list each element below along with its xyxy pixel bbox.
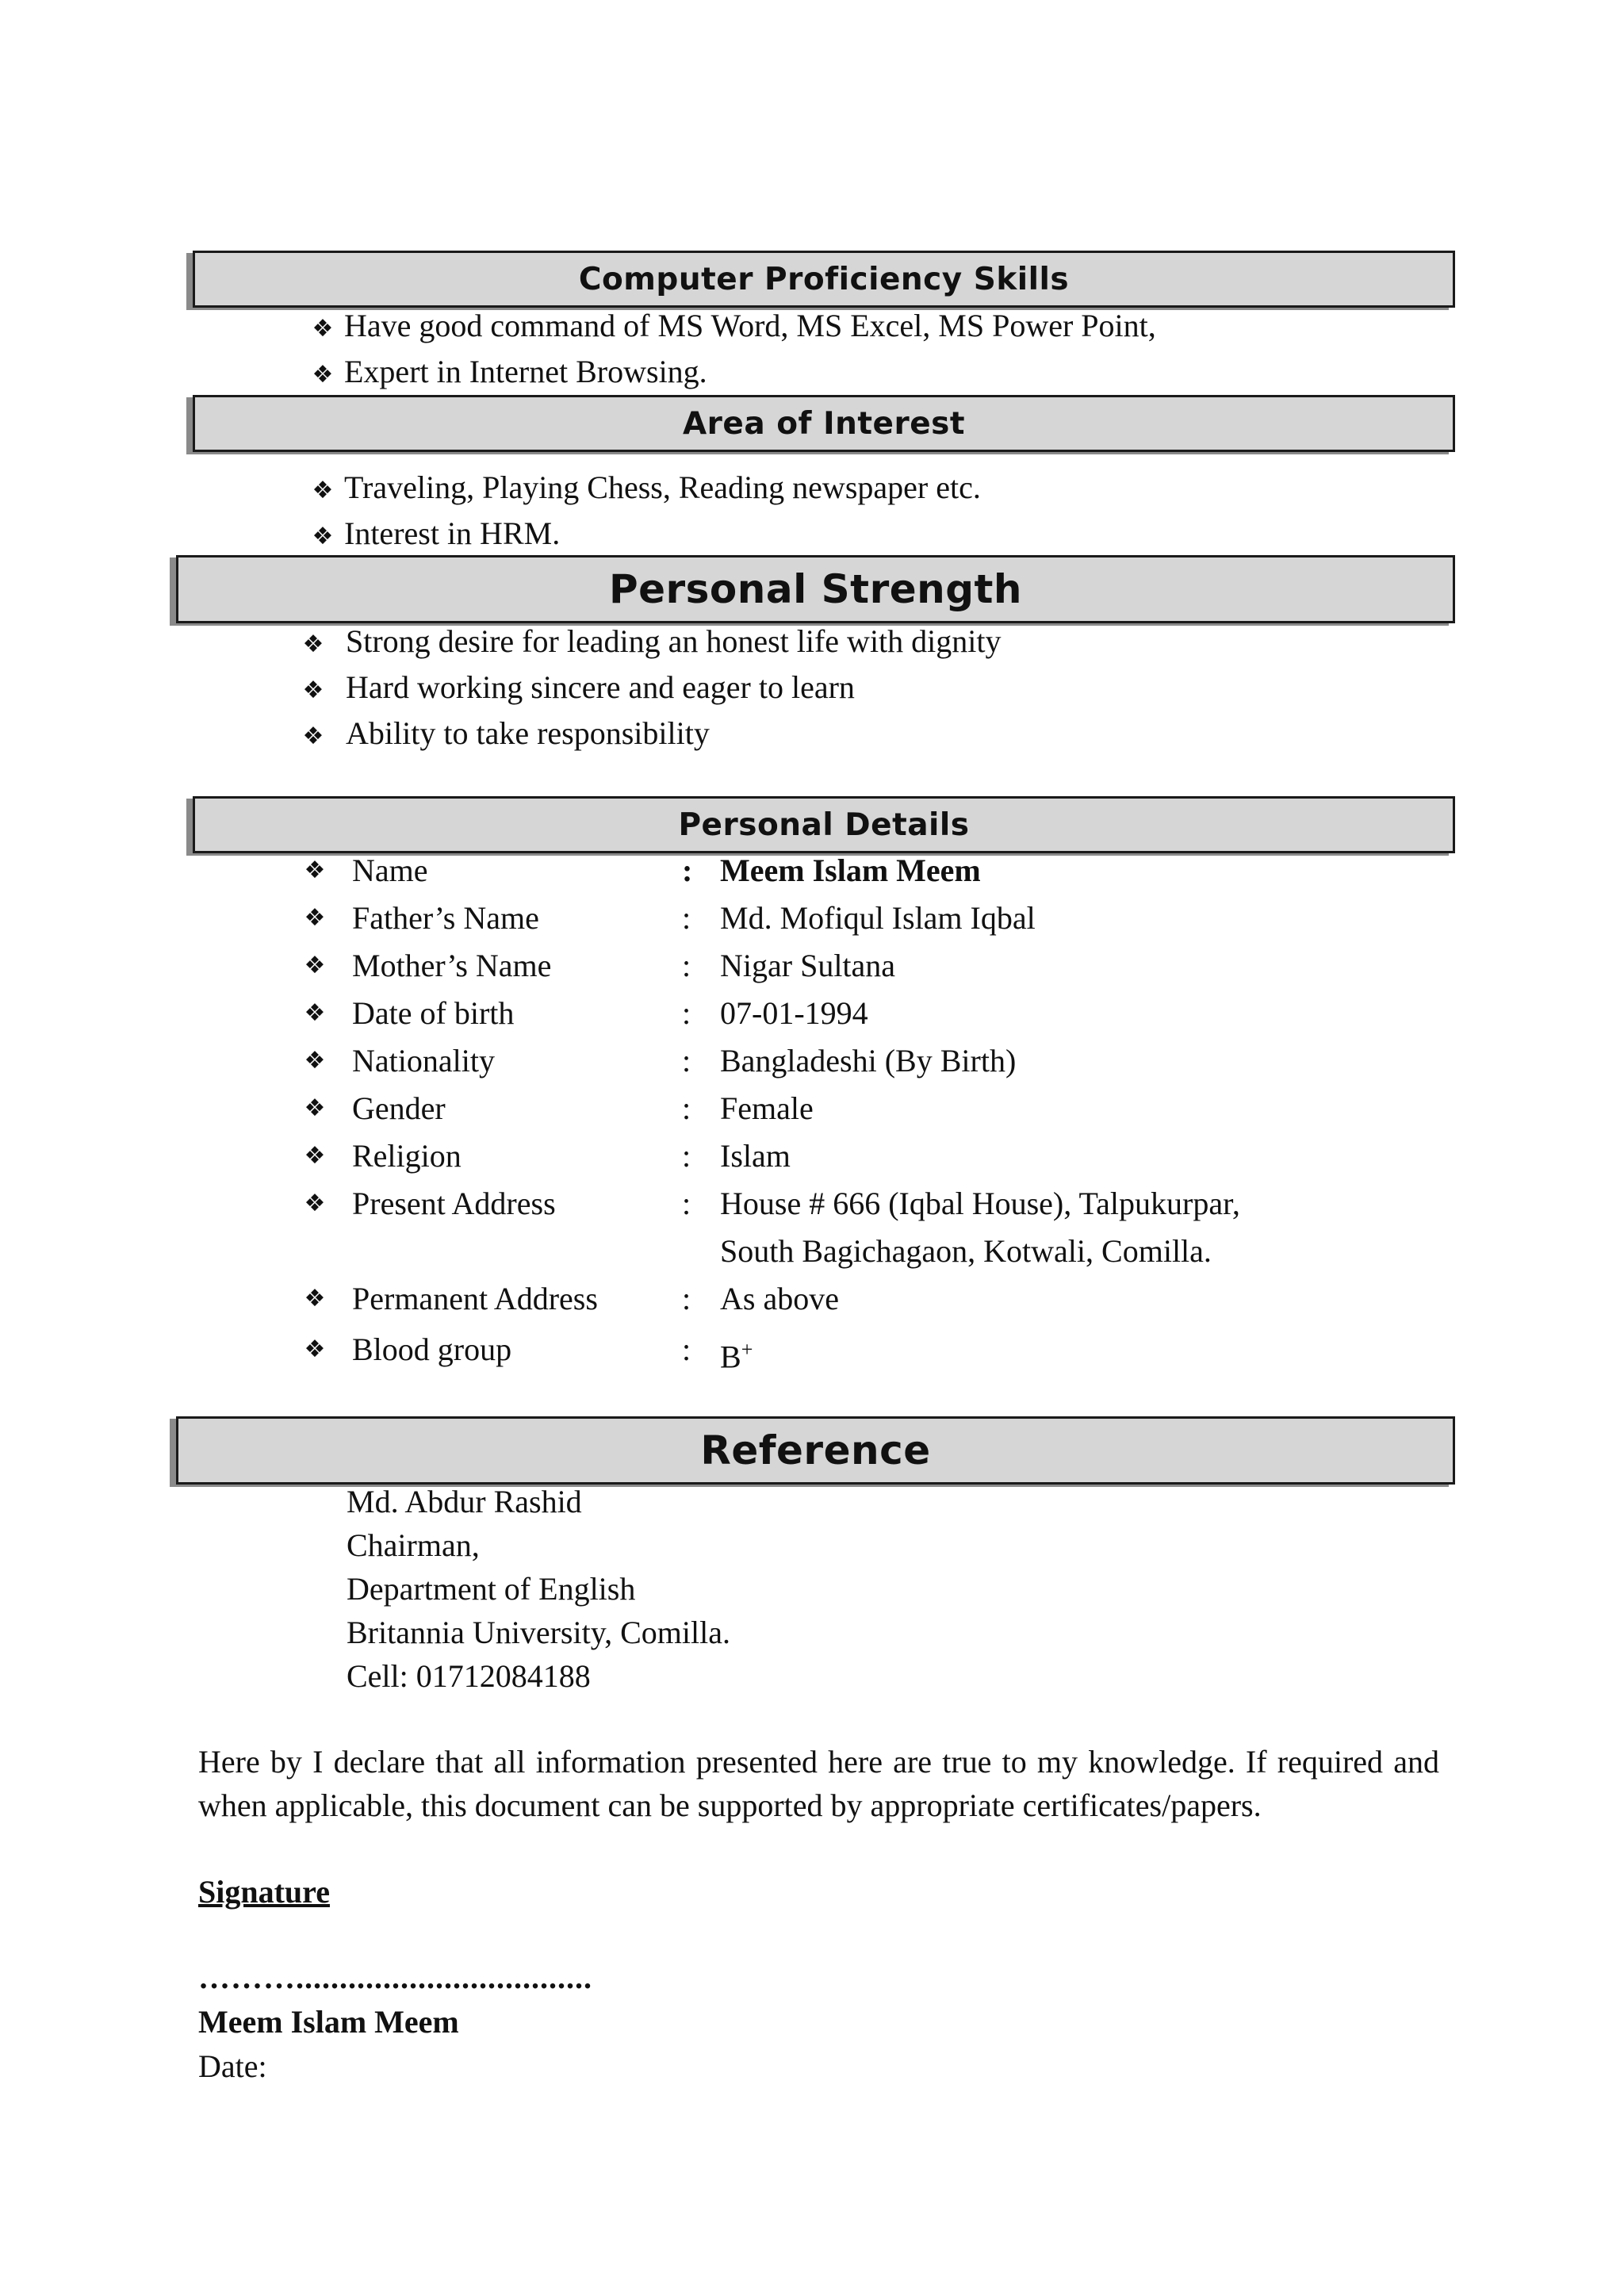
declaration-text: Here by I declare that all information presented here are true to my knowledge. If required and when applicable, this document can be supported by appropriate certificates/papers. xyxy=(198,1744,1439,1823)
list-item: ❖ Ability to take responsibility xyxy=(301,712,1002,758)
detail-value: Nigar Sultana xyxy=(720,948,896,983)
diamond-bullet-icon: ❖ xyxy=(304,1285,326,1312)
signature-label: Signature xyxy=(198,1874,330,1910)
diamond-bullet-icon: ❖ xyxy=(312,523,334,550)
list-item: ❖ Hard working sincere and eager to learn xyxy=(301,666,1002,712)
detail-value: Md. Mofiqul Islam Iqbal xyxy=(720,900,1036,936)
personal-details-heading-text: Personal Details xyxy=(678,807,970,843)
detail-value: Female xyxy=(720,1090,814,1126)
diamond-bullet-icon: ❖ xyxy=(302,630,324,658)
personal-details-heading xyxy=(193,796,1455,853)
list-item: ❖ Have good command of MS Word, MS Excel, MS Power Point, xyxy=(311,305,1156,351)
diamond-bullet-icon: ❖ xyxy=(304,1047,326,1075)
computer-skills-heading xyxy=(193,251,1455,308)
interest-heading xyxy=(193,395,1455,452)
detail-value: Meem Islam Meem xyxy=(720,852,981,888)
detail-label: Gender xyxy=(352,1090,446,1126)
interest-list xyxy=(311,466,981,558)
reference-name: Md. Abdur Rashid xyxy=(347,1484,582,1519)
diamond-bullet-icon: ❖ xyxy=(304,1190,326,1217)
diamond-bullet-icon: ❖ xyxy=(304,1142,326,1170)
date-label: Date: xyxy=(198,2048,267,2084)
interest-heading-text: Area of Interest xyxy=(682,405,965,442)
list-item: ❖ Interest in HRM. xyxy=(311,512,981,558)
computer-skills-list xyxy=(311,305,1156,397)
address-line-1: House # 666 (Iqbal House), Talpukurpar, xyxy=(720,1186,1240,1221)
computer-skills-heading-text: Computer Proficiency Skills xyxy=(578,261,1070,297)
detail-colon: : xyxy=(682,1331,691,1367)
diamond-bullet-icon: ❖ xyxy=(304,1094,326,1122)
list-item: ❖ Strong desire for leading an honest life with dignity xyxy=(301,620,1002,666)
detail-value: Bangladeshi (By Birth) xyxy=(720,1043,1017,1079)
reference-block xyxy=(347,1480,730,1698)
diamond-bullet-icon: ❖ xyxy=(302,722,324,750)
detail-colon: : xyxy=(682,852,693,888)
detail-label: Permanent Address xyxy=(352,1281,598,1316)
detail-colon: : xyxy=(682,1043,691,1079)
detail-label: Religion xyxy=(352,1138,462,1174)
reference-institution: Britannia University, Comilla. xyxy=(347,1615,731,1650)
detail-colon: : xyxy=(682,1186,691,1221)
reference-phone: Cell: 01712084188 xyxy=(347,1658,591,1694)
diamond-bullet-icon: ❖ xyxy=(312,361,334,389)
detail-value xyxy=(720,1326,753,1381)
reference-heading xyxy=(176,1416,1455,1485)
diamond-bullet-icon: ❖ xyxy=(304,999,326,1027)
diamond-bullet-icon: ❖ xyxy=(302,676,324,704)
reference-department: Department of English xyxy=(347,1571,636,1607)
detail-label: Mother’s Name xyxy=(352,948,552,983)
blood-group-sign: + xyxy=(741,1338,753,1361)
blood-group-letter: B xyxy=(720,1339,741,1375)
detail-colon: : xyxy=(682,995,691,1031)
diamond-bullet-icon: ❖ xyxy=(304,856,326,884)
signer-name: Meem Islam Meem xyxy=(198,2004,459,2040)
detail-colon: : xyxy=(682,1138,691,1174)
address-line-2: South Bagichagaon, Kotwali, Comilla. xyxy=(720,1233,1212,1269)
strength-list xyxy=(301,620,1002,758)
detail-label: Present Address xyxy=(352,1186,556,1221)
detail-value: Islam xyxy=(720,1138,791,1174)
detail-colon: : xyxy=(682,1281,691,1316)
detail-label: Nationality xyxy=(352,1043,495,1079)
detail-value: As above xyxy=(720,1281,839,1316)
detail-value xyxy=(720,1180,1240,1275)
diamond-bullet-icon: ❖ xyxy=(312,315,334,343)
reference-title: Chairman, xyxy=(347,1527,480,1563)
reference-heading-text: Reference xyxy=(700,1427,931,1473)
detail-label: Date of birth xyxy=(352,995,515,1031)
detail-label: Father’s Name xyxy=(352,900,539,936)
diamond-bullet-icon: ❖ xyxy=(304,904,326,932)
list-item: ❖ Traveling, Playing Chess, Reading newspaper etc. xyxy=(311,466,981,512)
detail-colon: : xyxy=(682,1090,691,1126)
signature-line: ……….................................. xyxy=(198,1960,592,1995)
detail-label: Blood group xyxy=(352,1331,512,1367)
detail-value: 07-01-1994 xyxy=(720,995,868,1031)
detail-colon: : xyxy=(682,900,691,936)
diamond-bullet-icon: ❖ xyxy=(304,952,326,979)
diamond-bullet-icon: ❖ xyxy=(304,1335,326,1363)
detail-label: Name xyxy=(352,852,428,888)
strength-heading xyxy=(176,555,1455,623)
diamond-bullet-icon: ❖ xyxy=(312,477,334,504)
list-item: ❖ Expert in Internet Browsing. xyxy=(311,351,1156,397)
strength-heading-text: Personal Strength xyxy=(608,566,1023,612)
detail-colon: : xyxy=(682,948,691,983)
